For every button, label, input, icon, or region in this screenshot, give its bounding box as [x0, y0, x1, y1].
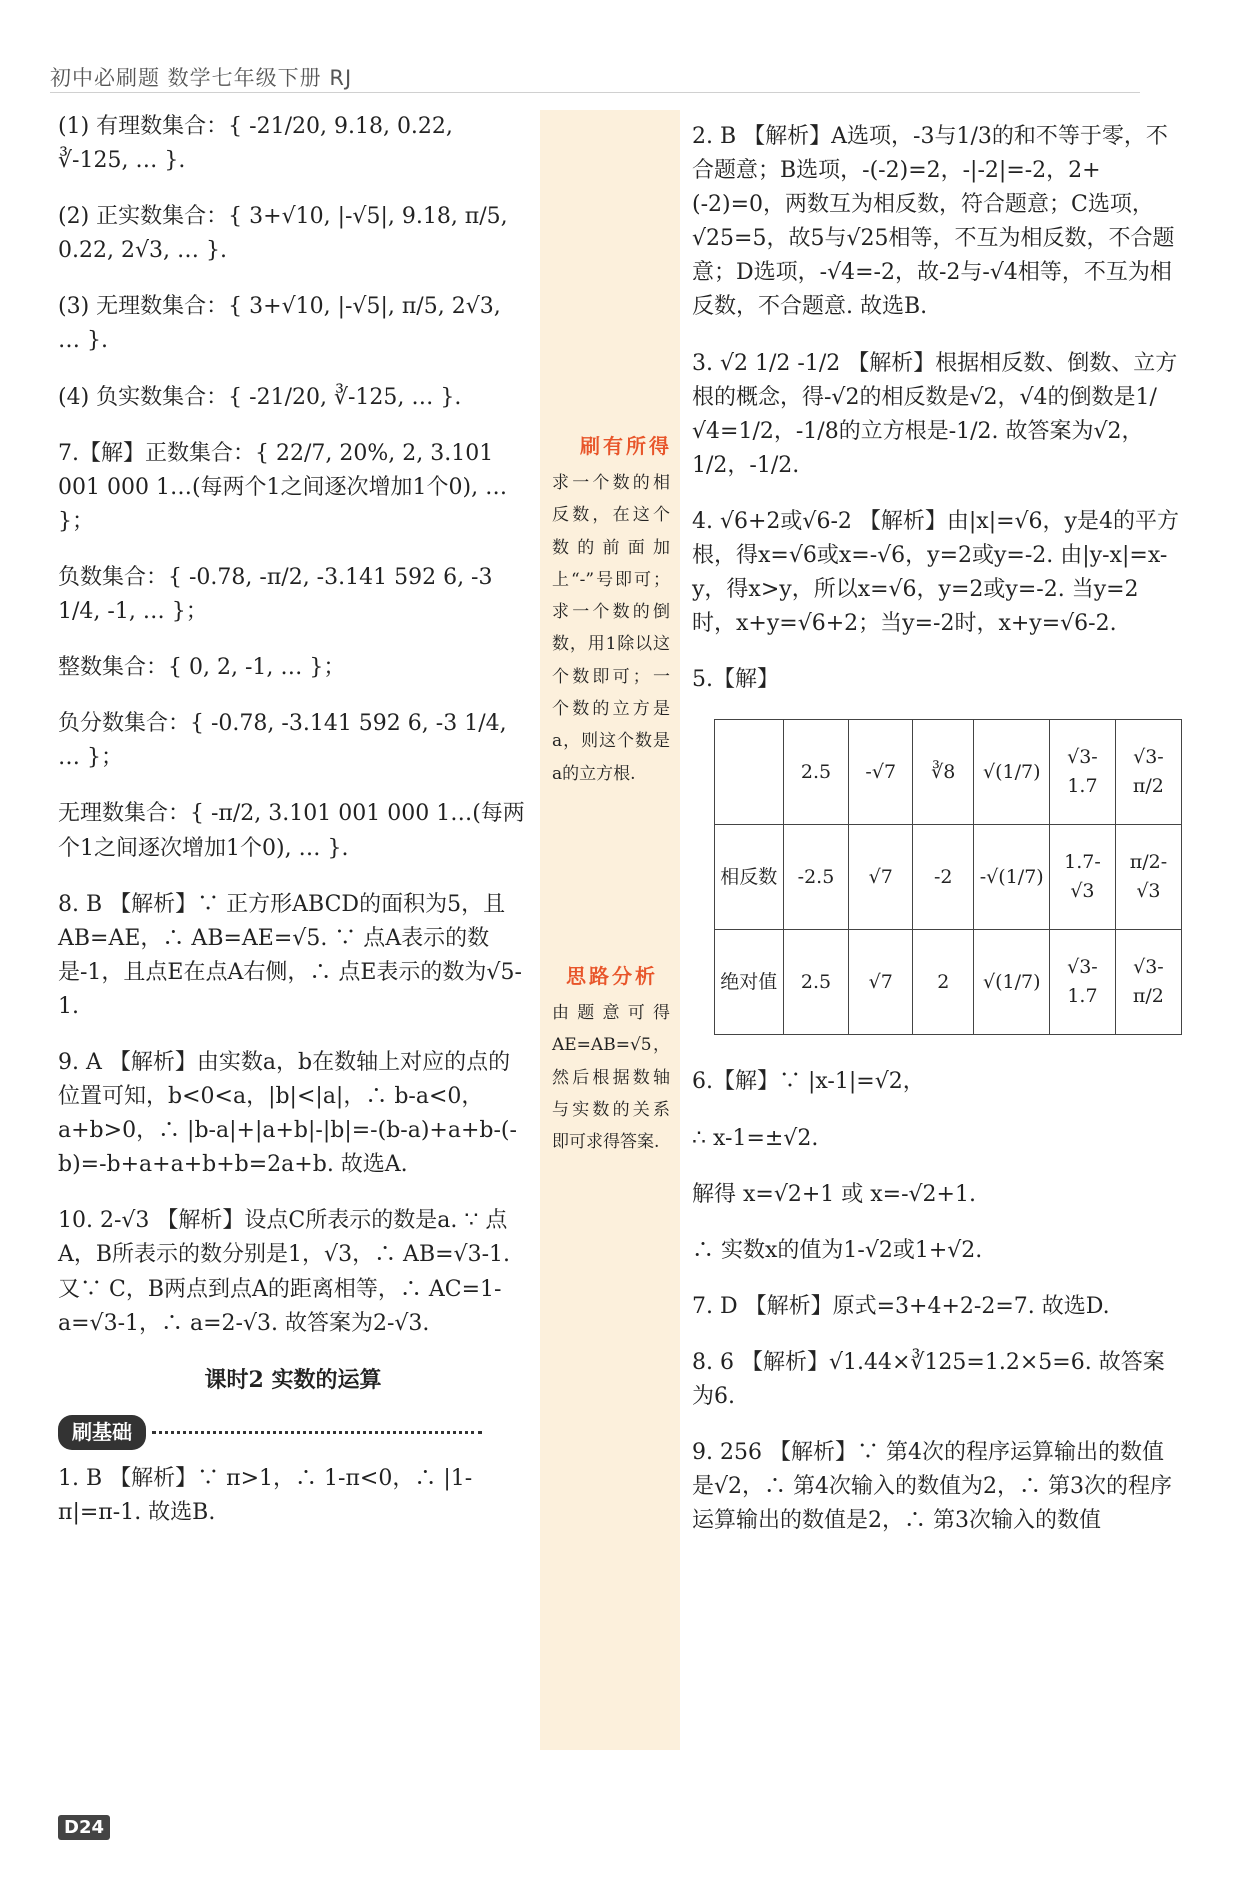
header-divider — [50, 92, 1140, 93]
answer-line: 6.【解】∵ |x-1|=√2， — [692, 1069, 925, 1095]
answer-line: 7.【解】正数集合：{ 22/7, 20%, 2, 3.101 001 000 1…(每两个1之间逐次增加1个0), … }； — [58, 440, 508, 534]
answer-line: 解得 x=√2+1 或 x=-√2+1. — [692, 1181, 976, 1207]
side-text-analysis: 由题意可得AE=AB=√5，然后根据数轴与实数的关系即可求得答案. — [552, 1002, 670, 1153]
answer-line: 10. 2-√3 【解析】设点C所表示的数是a. ∵ 点A，B所表示的数分别是1，√3，∴ AB=√3-1. 又∵ C，B两点到点A的距离相等，∴ AC=1-a=√3-1，∴ a=2-√3. 故答案为2-√3. — [58, 1208, 510, 1336]
answer-table — [714, 719, 1182, 1035]
dotted-rule — [152, 1431, 482, 1434]
answer-line: 5.【解】 — [692, 667, 779, 693]
table-cell: √7 — [849, 825, 913, 930]
section-bar — [58, 1415, 528, 1450]
answer-line: 4. √6+2或√6-2 【解析】由|x|=√6，y是4的平方根，得x=√6或x=-√6，y=2或y=-2. 由|y-x|=x-y，得x>y，所以x=√6，y=2或y=-2. 当y=2时，x+y=√6+2；当y=-2时，x+y=√6-2. — [692, 508, 1179, 637]
answer-line: (4) 负实数集合：{ -21/20, ∛-125, … }. — [58, 384, 462, 410]
table-cell: 2.5 — [783, 930, 849, 1035]
table-cell: √7 — [849, 930, 913, 1035]
answer-line: 3. √2 1/2 -1/2 【解析】根据相反数、倒数、立方根的概念，得-√2的相反数是√2，√4的倒数是1/√4=1/2，-1/8的立方根是-1/2. 故答案为√2，1/2，-1/2. — [692, 350, 1178, 478]
section-badge: 刷基础 — [58, 1415, 146, 1450]
answer-line: 8. 6 【解析】√1.44×∛125=1.2×5=6. 故答案为6. — [692, 1349, 1165, 1409]
table-cell: 相反数 — [715, 825, 784, 930]
answer-line: 9. 256 【解析】∵ 第4次的程序运算输出的数值是√2，∴ 第4次输入的数值为2，∴ 第3次的程序运算输出的数值是2，∴ 第3次输入的数值 — [692, 1440, 1172, 1534]
answer-line: ∴ x-1=±√2. — [692, 1125, 819, 1151]
side-text-tips: 求一个数的相反数，在这个数的前面加上“-”号即可；求一个数的倒数，用1除以这个数即可；一个数的立方是a，则这个数是a的立方根. — [552, 473, 670, 784]
answer-line: ∴ 实数x的值为1-√2或1+√2. — [692, 1237, 983, 1263]
side-notes — [540, 110, 680, 1750]
answer-line: (1) 有理数集合：{ -21/20, 9.18, 0.22, ∛-125, … }. — [58, 114, 453, 174]
page-header: 初中必刷题 数学七年级下册 RJ — [50, 66, 353, 90]
answer-line: 整数集合：{ 0, 2, -1, … }； — [58, 655, 346, 681]
table-cell: 2 — [913, 930, 974, 1035]
table-cell: √3-π/2 — [1115, 720, 1181, 825]
answer-line: 无理数集合：{ -π/2, 3.101 001 000 1…(每两个1之间逐次增加1个0), … }. — [58, 801, 525, 861]
left-column — [58, 110, 528, 1552]
table-cell: -√(1/7) — [974, 825, 1050, 930]
table-cell: 绝对值 — [715, 930, 784, 1035]
table-row — [715, 720, 1182, 825]
right-column — [692, 120, 1182, 1560]
side-title-analysis: 思路分析 — [566, 963, 658, 988]
table-cell: π/2-√3 — [1115, 825, 1181, 930]
table-cell: √(1/7) — [974, 930, 1050, 1035]
answer-line: 负分数集合：{ -0.78, -3.141 592 6, -3 1/4, … }； — [58, 711, 507, 771]
table-cell: √3-π/2 — [1115, 930, 1181, 1035]
answer-line: (2) 正实数集合：{ 3+√10, |-√5|, 9.18, π/5, 0.22, 2√3, … }. — [58, 204, 508, 264]
answer-line: 1. B 【解析】∵ π>1，∴ 1-π<0，∴ |1-π|=π-1. 故选B. — [58, 1465, 473, 1525]
side-title-tips: 刷有所得 — [580, 434, 672, 458]
table-row — [715, 930, 1182, 1035]
answer-line: 8. B 【解析】∵ 正方形ABCD的面积为5，且AB=AE，∴ AB=AE=√5. ∵ 点A表示的数是-1，且点E在点A右侧，∴ 点E表示的数为√5-1. — [58, 891, 522, 1019]
table-cell: -√7 — [849, 720, 913, 825]
table-cell: ∛8 — [913, 720, 974, 825]
answer-line: 2. B 【解析】A选项，-3与1/3的和不等于零，不合题意；B选项，-(-2)=2，-|-2|=-2，2+(-2)=0，两数互为相反数，符合题意；C选项，√25=5，故5与√25相等，不互为相反数，不合题意；D选项，-√4=-2，故-2与-√4相等，不互为相反数，不合题意. 故选B. — [692, 124, 1175, 320]
lesson-title: 课时2 实数的运算 — [204, 1366, 382, 1393]
answer-line: (3) 无理数集合：{ 3+√10, |-√5|, π/5, 2√3, … }. — [58, 294, 501, 354]
table-cell: 2.5 — [783, 720, 849, 825]
answer-line: 9. A 【解析】由实数a，b在数轴上对应的点的位置可知，b<0<a，|b|<|a|，∴ b-a<0，a+b>0，∴ |b-a|+|a+b|-|b|=-(b-a)+a+b-(-b)=-b+a+a+b+b=2a+b. 故选A. — [58, 1049, 517, 1178]
page-number: D24 — [58, 1815, 110, 1840]
table-row — [715, 825, 1182, 930]
answer-line: 负数集合：{ -0.78, -π/2, -3.141 592 6, -3 1/4, -1, … }； — [58, 564, 493, 625]
table-cell: √(1/7) — [974, 720, 1050, 825]
table-cell: 1.7-√3 — [1050, 825, 1116, 930]
table-cell: -2.5 — [783, 825, 849, 930]
table-cell: √3-1.7 — [1050, 930, 1116, 1035]
table-cell: √3-1.7 — [1050, 720, 1116, 825]
answer-line: 7. D 【解析】原式=3+4+2-2=7. 故选D. — [692, 1293, 1110, 1319]
table-cell — [715, 720, 784, 825]
table-cell: -2 — [913, 825, 974, 930]
